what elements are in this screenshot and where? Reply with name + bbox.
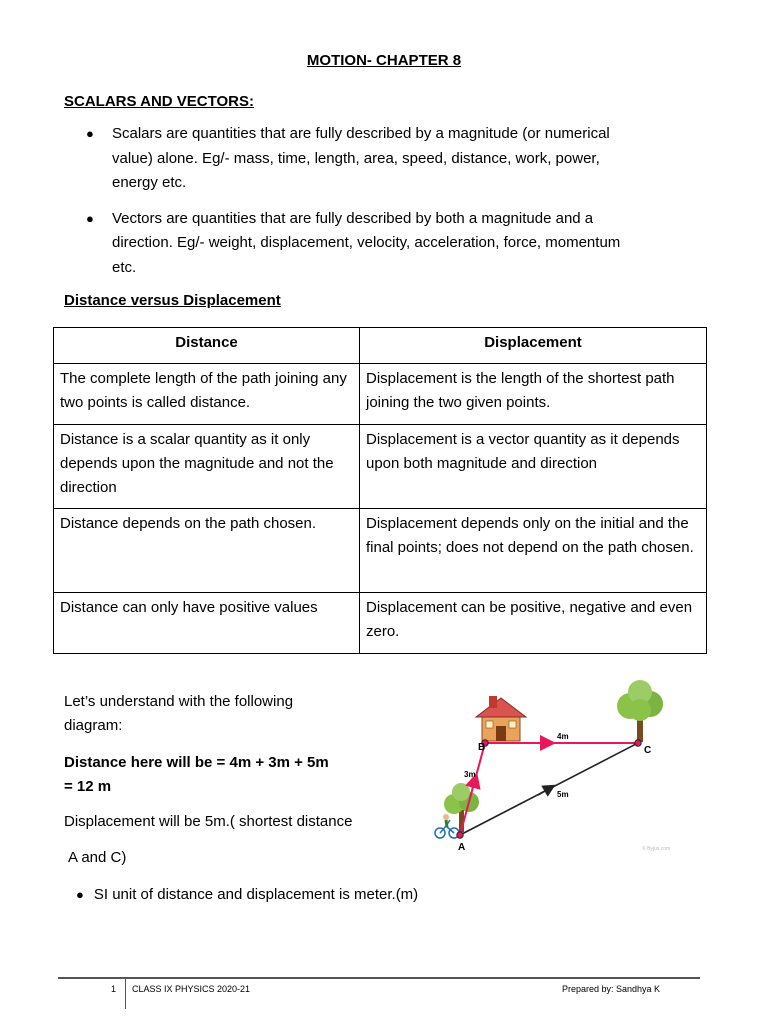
table-cell: Displacement can be positive, negative and even zero. xyxy=(360,593,707,654)
list-item xyxy=(80,207,680,281)
label-ac: 5m xyxy=(557,790,569,799)
si-unit-item xyxy=(76,883,418,907)
bullet-line: etc. xyxy=(112,258,137,276)
table-row xyxy=(54,364,707,425)
bullet-line: direction. Eg/- weight, displacement, velocity, acceleration, force, momentum xyxy=(112,234,621,251)
table-cell: Displacement is the length of the shortest path joining the two given points. xyxy=(360,364,707,425)
bullet-line: Scalars are quantities that are fully described by a magnitude (or numerical xyxy=(112,125,610,142)
point-a-label: A xyxy=(458,842,466,853)
distance-line: Distance here will be = 4m + 3m + 5m xyxy=(64,754,329,771)
table-cell: Distance depends on the path chosen. xyxy=(54,509,360,593)
page-title: MOTION- CHAPTER 8 xyxy=(306,52,462,69)
list-item xyxy=(80,122,680,196)
displacement-explanation-line1: Displacement will be 5m.( shortest distance xyxy=(64,813,353,830)
scalar-vector-list xyxy=(80,122,680,291)
house-icon xyxy=(476,696,526,741)
label-bc: 4m xyxy=(557,732,569,741)
comparison-table xyxy=(53,327,707,654)
distance-calculation xyxy=(64,751,329,799)
table-cell: The complete length of the path joining any two points is called distance. xyxy=(54,364,360,425)
table-cell: Displacement depends only on the initial and the final points; does not depend on the path chosen. xyxy=(360,509,707,593)
table-cell: Distance can only have positive values xyxy=(54,593,360,654)
column-header-displacement: Displacement xyxy=(360,328,707,364)
cyclist-icon xyxy=(435,814,459,838)
bullet-line: energy etc. xyxy=(112,174,187,191)
distance-line: = 12 m xyxy=(64,778,112,795)
distance-displacement-diagram xyxy=(420,680,700,855)
bullet-line: value) alone. Eg/- mass, time, length, area, speed, distance, work, power, xyxy=(112,149,600,167)
displacement-explanation-line2: A and C) xyxy=(68,849,127,866)
table-row xyxy=(54,509,707,593)
table-row xyxy=(54,425,707,509)
tree-icon-a xyxy=(444,783,479,832)
intro-text xyxy=(64,690,293,738)
bullet-icon: ● xyxy=(86,126,94,141)
footer-course: CLASS IX PHYSICS 2020-21 xyxy=(132,984,251,994)
label-ab: 3m xyxy=(464,770,476,779)
section-heading-scalars-vectors: SCALARS AND VECTORS: xyxy=(64,93,255,110)
table-cell: Distance is a scalar quantity as it only depends upon the magnitude and not the direction xyxy=(54,425,360,509)
tree-icon-c xyxy=(617,680,663,742)
si-unit-text: SI unit of distance and displacement is meter.(m) xyxy=(93,886,419,903)
table-header-row xyxy=(54,328,707,364)
intro-line: Let’s understand with the following xyxy=(64,693,294,710)
footer-author: Prepared by: Sandhya K xyxy=(562,984,661,994)
point-a-marker xyxy=(457,832,463,838)
point-c-marker xyxy=(635,740,641,746)
diagram-watermark: © Byjus.com xyxy=(642,846,671,852)
point-c-label: C xyxy=(644,745,652,756)
footer-separator xyxy=(125,979,126,1009)
bullet-line: Vectors are quantities that are fully described by both a magnitude and a xyxy=(112,209,594,227)
table-cell: Displacement is a vector quantity as it depends upon both magnitude and direction xyxy=(360,425,707,509)
section-heading-distance-displacement: Distance versus Displacement xyxy=(64,292,281,309)
intro-line: diagram: xyxy=(64,717,123,734)
bullet-icon: ● xyxy=(86,210,94,226)
arrow-ac-icon xyxy=(538,788,550,795)
bullet-icon: ● xyxy=(76,887,84,902)
table-row xyxy=(54,593,707,654)
column-header-distance: Distance xyxy=(54,328,360,364)
footer-page-number: 1 xyxy=(111,984,117,994)
footer-divider xyxy=(58,977,700,979)
point-b-label: B xyxy=(478,742,486,753)
